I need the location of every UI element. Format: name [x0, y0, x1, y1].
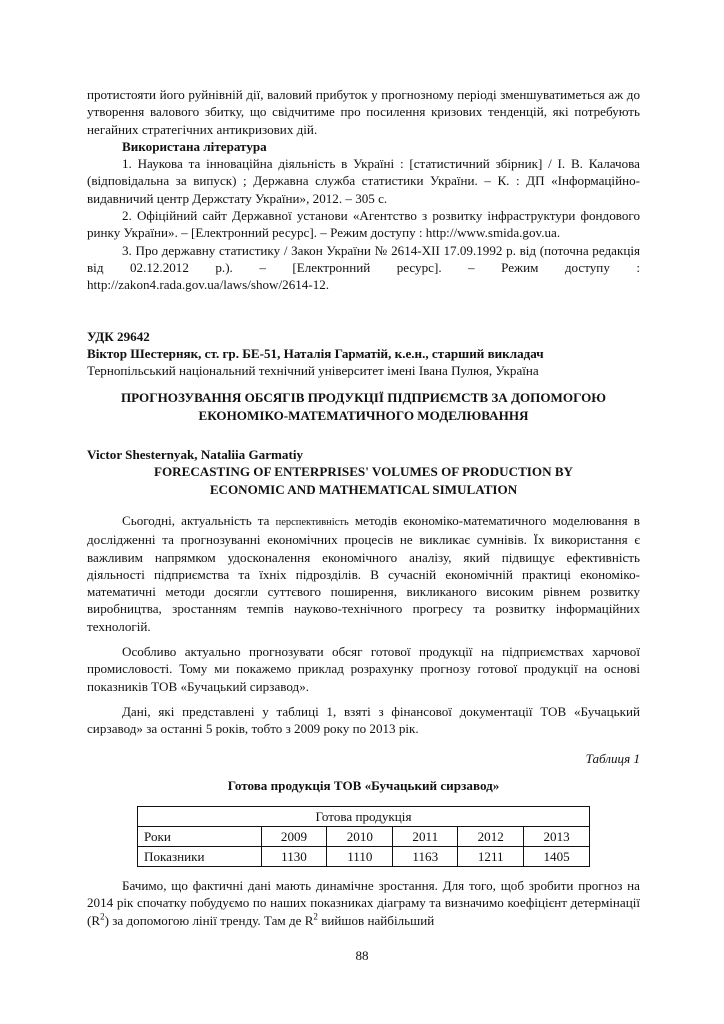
reference-3: 3. Про державну статистику / Закон України № 2614-XII 17.09.1992 р. від (поточна редакція від 02.12.2012 р.). – [Електронний ресурс]. – Режим доступу : http://zakon4.rada.gov.ua/laws/show/2614-12. — [87, 242, 640, 293]
paragraph-4-start: Бачимо, що фактичні дані мають динамічне зростання. Для того, щоб зробити прогноз на 2014 рік спочатку побудуємо по наших показниках діаграму та визначимо коефіцієнт детермінації (R — [87, 878, 640, 928]
title-english: FORECASTING OF ENTERPRISES' VOLUMES OF PRODUCTION BY ECONOMIC AND MATHEMATICAL SIMULATION — [153, 464, 574, 497]
value-cell: 1130 — [261, 847, 327, 867]
year-cell: 2013 — [524, 827, 590, 847]
paragraph-1-rest: методів економіко-математичного моделювання в дослідженні та прогнозуванні економічних процесів не викликає сумнівів. Їх використання є важливим напрямком удосконалення економічного аналізу, який підвищує ефективність діяльності підприємства та їхніх підрозділів. В сучасній економічній практиці економіко-математичні методи досягли суттєвого поширення, викликаного високим рівнем розвитку виробництва, зростанням темпів науково-технічного прогресу та розвитку інформаційних технологій. — [87, 512, 640, 634]
value-cell: 1163 — [393, 847, 458, 867]
paragraph-1-small-word: перспективність — [275, 516, 349, 528]
page-number: 88 — [355, 948, 369, 963]
paragraph-1-start: Сьогодні, актуальність та — [122, 512, 270, 528]
paragraph-4-end: вийшов найбільший — [317, 912, 435, 928]
references-heading: Використана література — [122, 138, 267, 154]
value-cell: 1110 — [327, 847, 393, 867]
table-row-years — [138, 827, 590, 847]
paragraph-4-middle: ) за допомогою лінії тренду. Там де R — [104, 912, 314, 928]
value-cell: 1405 — [524, 847, 590, 867]
table-header-row — [138, 807, 590, 827]
year-cell: 2009 — [261, 827, 327, 847]
table-label: Таблиця 1 — [585, 750, 640, 766]
paragraph-1 — [87, 512, 640, 635]
page-body — [87, 86, 640, 929]
intro-paragraph: протистояти його руйнівній дії, валовий прибуток у прогнозному періоді зменшуватиметься аж до утворення валового збитку, що свідчитиме про посилення кризових тенденцій, які потребують негайних стратегічних антикризових дій. — [87, 87, 640, 137]
reference-1: 1. Наукова та інноваційна діяльність в Україні : [статистичний збірник] / І. В. Калачова (відповідальна за випуск) ; Державна служба статистики України. – К. : ДП «Інформаційно-видавничий центр Держстату України», 2012. – 305 с. — [87, 156, 640, 206]
year-cell: 2010 — [327, 827, 393, 847]
superscript: 2 — [313, 911, 318, 922]
authors-english: Victor Shesternyak, Nataliia Garmatiy — [87, 447, 304, 463]
year-cell: 2012 — [458, 827, 524, 847]
table-row-values — [138, 847, 590, 867]
table-caption: Готова продукція ТОВ «Бучацький сирзавод» — [227, 777, 500, 793]
row-label-years: Роки — [138, 827, 262, 847]
table-group-header: Готова продукція — [138, 807, 590, 827]
udk-code: УДК 29642 — [87, 328, 150, 344]
production-table — [137, 806, 590, 867]
row-label-values: Показники — [138, 847, 262, 867]
paragraph-4 — [87, 877, 640, 929]
title-ukrainian: ПРОГНОЗУВАННЯ ОБСЯГІВ ПРОДУКЦІЇ ПІДПРИЄМСТВ ЗА ДОПОМОГОЮ ЕКОНОМІКО-МАТЕМАТИЧНОГО МОДЕЛЮВАННЯ — [120, 390, 607, 423]
reference-2: 2. Офіційний сайт Державної установи «Агентство з розвитку інфраструктури фондового ринку України». – [Електронний ресурс]. – Режим доступу : http://www.smida.gov.ua. — [87, 208, 640, 241]
superscript: 2 — [100, 911, 105, 922]
paragraph-3: Дані, які представлені у таблиці 1, взяті з фінансової документації ТОВ «Бучацький сирзавод» за останні 5 років, тобто з 2009 року по 2013 рік. — [87, 703, 640, 737]
authors-ukrainian: Віктор Шестерняк, ст. гр. БЕ-51, Наталія Гарматій, к.е.н., старший викладач — [87, 345, 544, 361]
affiliation: Тернопільський національний технічний університет імені Івана Пулюя, Україна — [87, 363, 539, 379]
year-cell: 2011 — [393, 827, 458, 847]
value-cell: 1211 — [458, 847, 524, 867]
paragraph-2: Особливо актуально прогнозувати обсяг готової продукції на підприємствах харчової промисловості. Тому ми покажемо приклад розрахунку прогнозу готової продукції на основі показників ТОВ «Бучацький сирзавод». — [87, 644, 640, 694]
